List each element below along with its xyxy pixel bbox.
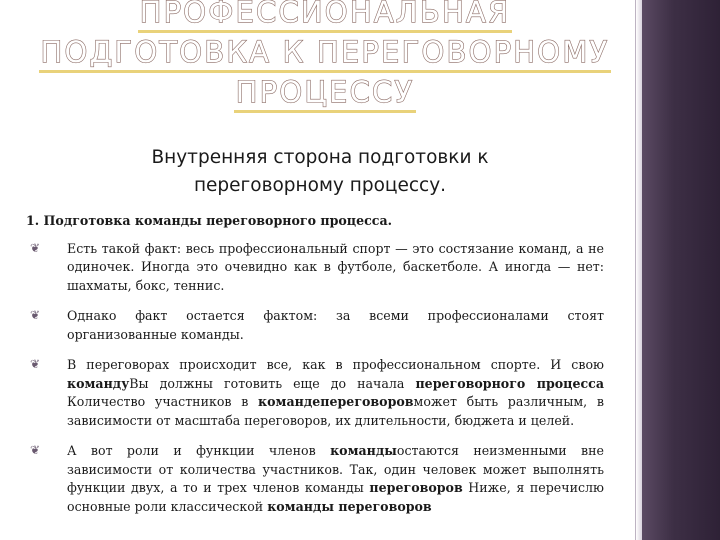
slide-title xyxy=(30,0,620,112)
bullet-item-4 xyxy=(26,442,604,516)
subtitle-line-2: переговорному процессу. xyxy=(193,175,447,196)
slide-subtitle xyxy=(60,144,580,200)
leaf-bullet-icon: ❦ xyxy=(30,240,41,255)
leaf-bullet-icon: ❦ xyxy=(30,443,41,457)
bullet-text: Ниже, я перечислю основные роли классической xyxy=(67,480,604,514)
right-decorative-sidebar xyxy=(642,0,720,540)
bullet-text: В переговорах происходит все, как в профессиональном спорте. И свою xyxy=(67,357,604,372)
bullet-text: Вы должны готовить еще до начала xyxy=(129,375,416,391)
title-line-1: ПРОФЕССИОНАЛЬНАЯ xyxy=(30,0,620,32)
bold-term: переговоров xyxy=(369,480,463,495)
subtitle-line-1: Внутренняя сторона подготовки к xyxy=(151,147,489,168)
bold-term: командепереговоров xyxy=(258,394,414,409)
bullet-text: Есть такой факт: весь профессиональный спорт — это состязание команд, а не одиночек. Иногда это очевидно как в футболе, баскетболе. А иногда — нет: шахматы, бокс, теннис. xyxy=(67,240,604,293)
bullet-text: Количество участников в xyxy=(67,394,259,409)
bullet-text: А вот роли и функции членов xyxy=(67,443,331,458)
sidebar-divider xyxy=(635,0,636,540)
section-heading: 1. Подготовка команды переговорного процесса. xyxy=(26,213,393,228)
bold-term: переговорного процесса xyxy=(415,375,604,391)
bullet-text: Однако факт остается фактом: за всеми профессионалами стоят организованные команды. xyxy=(67,308,604,342)
bullet-text: остаются неизменными вне зависимости от количества участников. Так, один человек может выполнять функции двух, а то и трех членов команды xyxy=(67,443,604,495)
bullet-item-3 xyxy=(26,356,604,430)
bullet-item-1 xyxy=(26,240,604,296)
leaf-bullet-icon: ❦ xyxy=(30,308,41,322)
bold-term: команду xyxy=(67,375,130,391)
bold-term: команды переговоров xyxy=(267,498,432,514)
sidebar-edge xyxy=(636,0,642,540)
title-line-3: ПРОЦЕССУ xyxy=(30,72,620,112)
bullet-item-2 xyxy=(26,307,604,344)
slide-body xyxy=(26,212,604,528)
bullet-text: может быть различным, в зависимости от масштаба переговоров, их длительности, бюджета и целей. xyxy=(67,394,604,428)
title-line-2: ПОДГОТОВКА К ПЕРЕГОВОРНОМУ xyxy=(30,32,620,72)
leaf-bullet-icon: ❦ xyxy=(30,357,41,371)
bold-term: команды xyxy=(330,443,397,458)
